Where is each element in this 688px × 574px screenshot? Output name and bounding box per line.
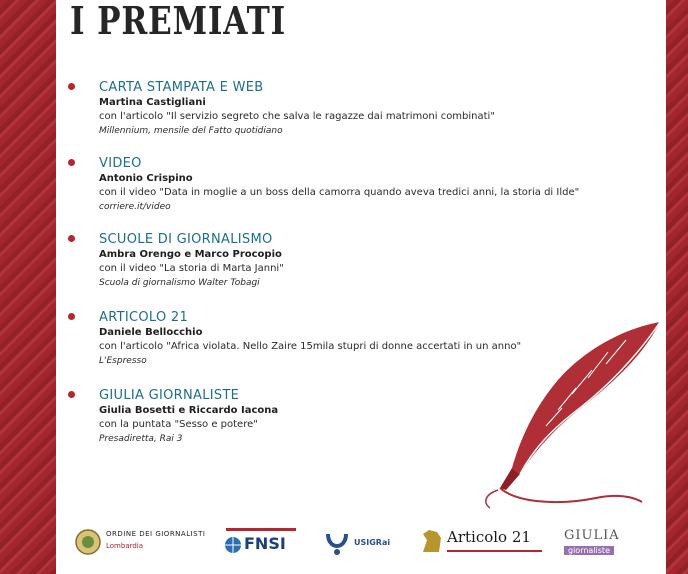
content-panel xyxy=(56,0,666,574)
right-red-border xyxy=(666,0,688,574)
fnsi-stripe xyxy=(226,528,296,531)
seal-icon xyxy=(74,528,102,556)
bullet-icon xyxy=(68,391,75,398)
prize-winner: Giulia Bosetti e Riccardo Iacona xyxy=(99,405,279,416)
usigrai-logo xyxy=(324,524,404,562)
prize-category: VIDEO xyxy=(99,156,142,171)
fnsi-globe-icon xyxy=(224,536,242,554)
prize-category: CARTA STAMPATA E WEB xyxy=(99,80,264,95)
prize-work: con il video "Data in moglie a un boss della camorra quando aveva tredici anni, la storia di Ilde" xyxy=(99,187,580,198)
prize-source: Presadiretta, Rai 3 xyxy=(99,434,183,444)
bullet-icon xyxy=(68,313,75,320)
odg-logo xyxy=(74,524,204,562)
fnsi-logo xyxy=(224,524,304,562)
bullet-icon xyxy=(68,83,75,90)
bullet-icon xyxy=(68,159,75,166)
articolo21-underline xyxy=(447,550,542,552)
fnsi-name: FNSI xyxy=(244,534,286,553)
prize-source: L'Espresso xyxy=(99,356,147,366)
sponsor-logos xyxy=(74,524,634,562)
articolo21-logo xyxy=(419,524,549,562)
bullet-icon xyxy=(68,235,75,242)
giulia-sub: giornaliste xyxy=(564,546,614,555)
prize-winner: Antonio Crispino xyxy=(99,173,193,184)
prize-work: con il video "La storia di Marta Janni" xyxy=(99,263,284,274)
odg-sub: Lombardia xyxy=(106,542,144,550)
prize-winner: Martina Castigliani xyxy=(99,97,206,108)
giulia-name: GIULIA xyxy=(564,528,620,543)
prize-category: SCUOLE DI GIORNALISMO xyxy=(99,232,273,247)
page-title: I PREMIATI xyxy=(70,0,287,43)
left-red-border xyxy=(0,0,56,574)
horse-icon xyxy=(419,526,445,554)
usigrai-mark-icon xyxy=(324,530,350,556)
prize-winner: Ambra Orengo e Marco Procopio xyxy=(99,249,282,260)
prize-work: con l'articolo "Il servizio segreto che salva le ragazze dai matrimoni combinati" xyxy=(99,111,495,122)
usigrai-name: USIGRai xyxy=(354,538,391,547)
quill-pen-icon xyxy=(476,318,662,514)
prize-work: con la puntata "Sesso e potere" xyxy=(99,419,258,430)
prize-work: con l'articolo "Africa violata. Nello Zaire 15mila stupri di donne accertati in un anno" xyxy=(99,341,522,352)
prize-source: Millennium, mensile del Fatto quotidiano xyxy=(99,126,283,136)
prize-category: ARTICOLO 21 xyxy=(99,310,189,325)
odg-name: ORDINE DEI GIORNALISTI xyxy=(106,530,206,538)
prize-source: corriere.it/video xyxy=(99,202,171,212)
prize-winner: Daniele Bellocchio xyxy=(99,327,203,338)
articolo21-name: Articolo 21 xyxy=(447,528,531,546)
giulia-logo xyxy=(564,524,634,562)
prize-source: Scuola di giornalismo Walter Tobagi xyxy=(99,278,260,288)
prize-category: GIULIA GIORNALISTE xyxy=(99,388,240,403)
